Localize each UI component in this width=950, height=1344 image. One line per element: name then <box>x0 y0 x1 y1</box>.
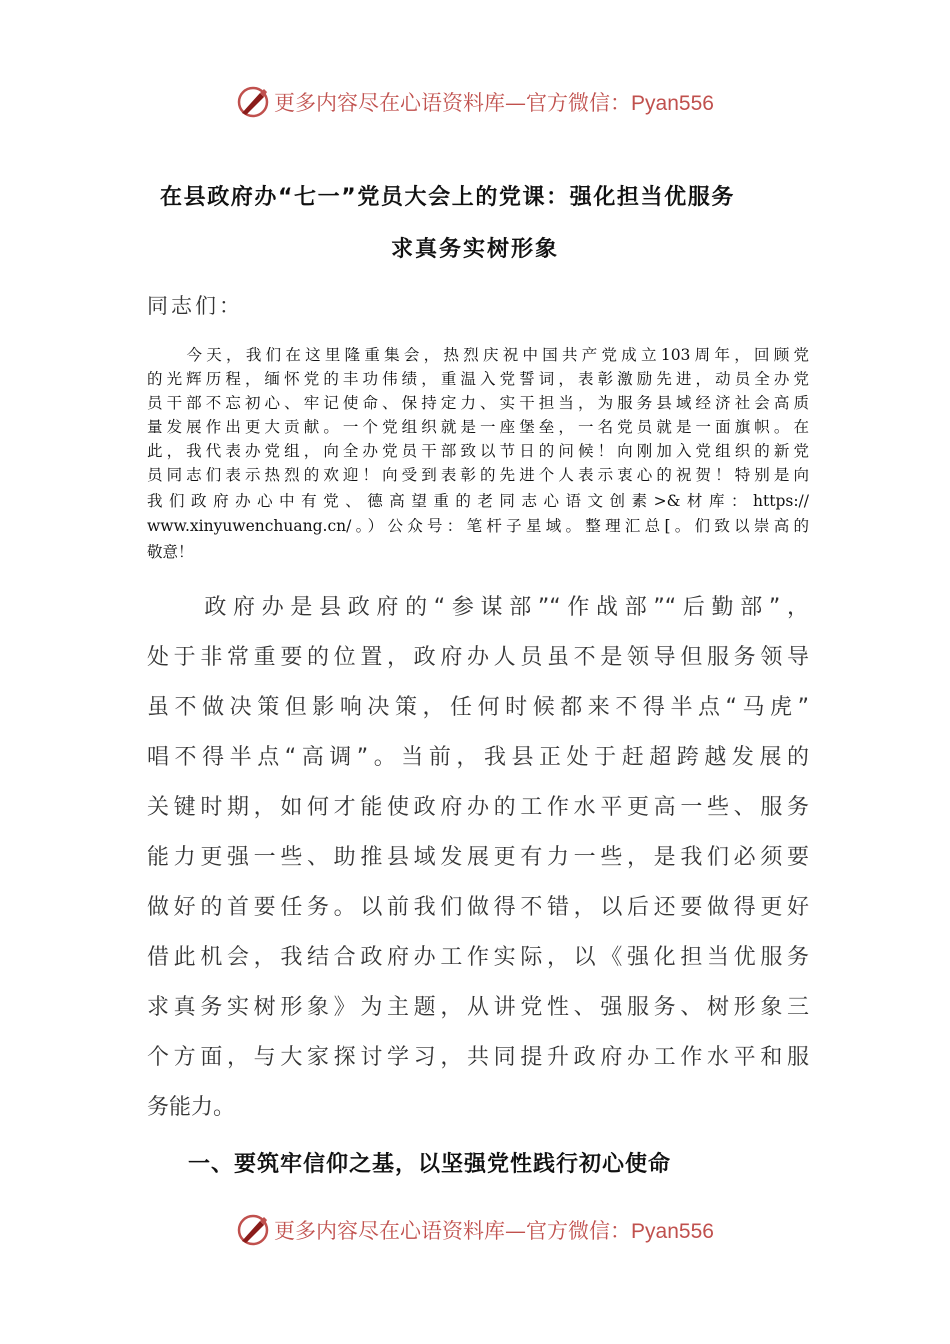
body-line: 借此机会，我结合政府办工作实际，以《强化担当优服务 <box>147 945 809 970</box>
body-line: 政府办是县政府的“参谋部”“作战部”“后勤部”， <box>147 595 809 620</box>
pen-logo-icon <box>236 1213 270 1247</box>
intro-line: 敬意！ <box>147 543 194 561</box>
document-title-line-1: 在县政府办“七一”党员大会上的党课：强化担当优服务 <box>160 185 735 210</box>
body-line: 虽不做决策但影响决策，任何时候都来不得半点“马虎” <box>147 695 809 720</box>
body-line: 处于非常重要的位置，政府办人员虽不是领导但服务领导 <box>147 645 809 670</box>
pen-logo-icon <box>236 85 270 119</box>
intro-line: 此，我代表办党组，向全办党员干部致以节日的问候！向刚加入党组织的新党 <box>147 442 809 460</box>
banner-text: 更多内容尽在心语资料库—官方微信：Pyan556 <box>274 91 714 115</box>
intro-line: 量发展作出更大贡献。一个党组织就是一座堡垒，一名党员就是一面旗帜。在 <box>147 418 809 436</box>
footer-watermark-banner <box>0 1210 950 1250</box>
body-line: 个方面，与大家探讨学习，共同提升政府办工作水平和服 <box>147 1045 809 1070</box>
body-line: 求真务实树形象》为主题，从讲党性、强服务、树形象三 <box>147 995 809 1020</box>
intro-line: www.xinyuwenchuang.cn/。）公众号：笔杆子星域。整理汇总[。们致以崇高的 <box>147 517 809 535</box>
intro-line: 我们政府办心中有党、德高望重的老同志心语文创素>&材库：https:// <box>147 492 809 510</box>
section-heading: 一、要筑牢信仰之基，以坚强党性践行初心使命 <box>188 1152 672 1177</box>
intro-line: 员干部不忘初心、牢记使命、保持定力、实干担当，为服务县域经济社会高质 <box>147 394 809 412</box>
intro-line: 今天，我们在这里隆重集会，热烈庆祝中国共产党成立103周年，回顾党 <box>147 346 809 364</box>
header-watermark-banner <box>0 82 950 122</box>
body-line: 关键时期，如何才能使政府办的工作水平更高一些、服务 <box>147 795 809 820</box>
greeting: 同志们： <box>147 294 243 318</box>
body-line: 做好的首要任务。以前我们做得不错，以后还要做得更好 <box>147 895 809 920</box>
intro-line: 的光辉历程，缅怀党的丰功伟绩，重温入党誓词，表彰激励先进，动员全办党 <box>147 370 809 388</box>
intro-line: 员同志们表示热烈的欢迎！向受到表彰的先进个人表示衷心的祝贺！特别是向 <box>147 466 809 484</box>
banner-text: 更多内容尽在心语资料库—官方微信：Pyan556 <box>274 1219 714 1243</box>
body-line: 务能力。 <box>147 1095 236 1120</box>
document-title-line-2: 求真务实树形象 <box>390 237 559 262</box>
body-line: 能力更强一些、助推县域发展更有力一些，是我们必须要 <box>147 845 809 870</box>
body-line: 唱不得半点“高调”。当前，我县正处于赶超跨越发展的 <box>147 745 809 770</box>
